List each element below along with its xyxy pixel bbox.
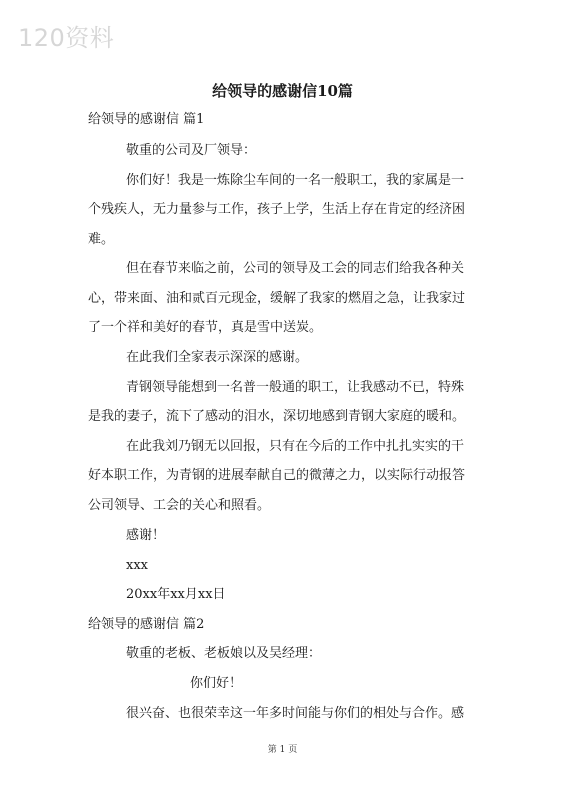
letter1-paragraph5-line3: 公司领导、工会的关心和照看。 <box>88 498 271 513</box>
letter1-paragraph1-line3: 难。 <box>88 232 115 247</box>
letter2-paragraph1-line1: 很兴奋、也很荣幸这一年多时间能与你们的相处与合作。感 <box>126 706 465 721</box>
watermark-logo: 120资料 <box>18 24 115 52</box>
letter2-greeting: 你们好！ <box>190 676 243 691</box>
document-title: 给领导的感谢信10篇 <box>212 82 353 100</box>
letter1-paragraph1-line2: 个残疾人，无力量参与工作，孩子上学，生活上存在肯定的经济困 <box>88 202 466 217</box>
letter1-paragraph2-line1: 但在春节来临之前，公司的领导及工会的同志们给我各种关 <box>126 261 465 276</box>
letter1-paragraph2-line2: 心，带来面、油和贰百元现金，缓解了我家的燃眉之急，让我家过 <box>88 291 466 306</box>
letter1-paragraph2-line3: 了一个祥和美好的春节，真是雪中送炭。 <box>88 320 323 335</box>
letter1-signature: xxx <box>126 558 148 573</box>
letter1-heading: 给领导的感谢信 篇1 <box>88 112 205 127</box>
letter1-thanks: 感谢！ <box>126 528 166 543</box>
page-number: 第 1 页 <box>267 745 298 755</box>
letter1-salutation: 敬重的公司及厂领导： <box>126 143 257 158</box>
letter1-paragraph3: 在此我们全家表示深深的感谢。 <box>126 350 309 365</box>
letter1-paragraph1-line1: 你们好！我是一炼除尘车间的一名一般职工，我的家属是一 <box>126 173 465 188</box>
letter1-paragraph5-line1: 在此我刘乃钢无以回报，只有在今后的工作中扎扎实实的干 <box>126 439 465 454</box>
letter1-paragraph5-line2: 好本职工作，为青钢的进展奉献自己的微薄之力，以实际行动报答 <box>88 468 466 483</box>
letter2-salutation: 敬重的老板、老板娘以及吴经理： <box>126 646 322 661</box>
letter1-date: 20xx年xx月xx日 <box>126 587 226 602</box>
letter1-paragraph4-line1: 青钢领导能想到一名普一般通的职工，让我感动不已，特殊 <box>126 380 465 395</box>
letter2-heading: 给领导的感谢信 篇2 <box>88 617 205 632</box>
letter1-paragraph4-line2: 是我的妻子，流下了感动的泪水，深切地感到青钢大家庭的暖和。 <box>88 409 466 424</box>
